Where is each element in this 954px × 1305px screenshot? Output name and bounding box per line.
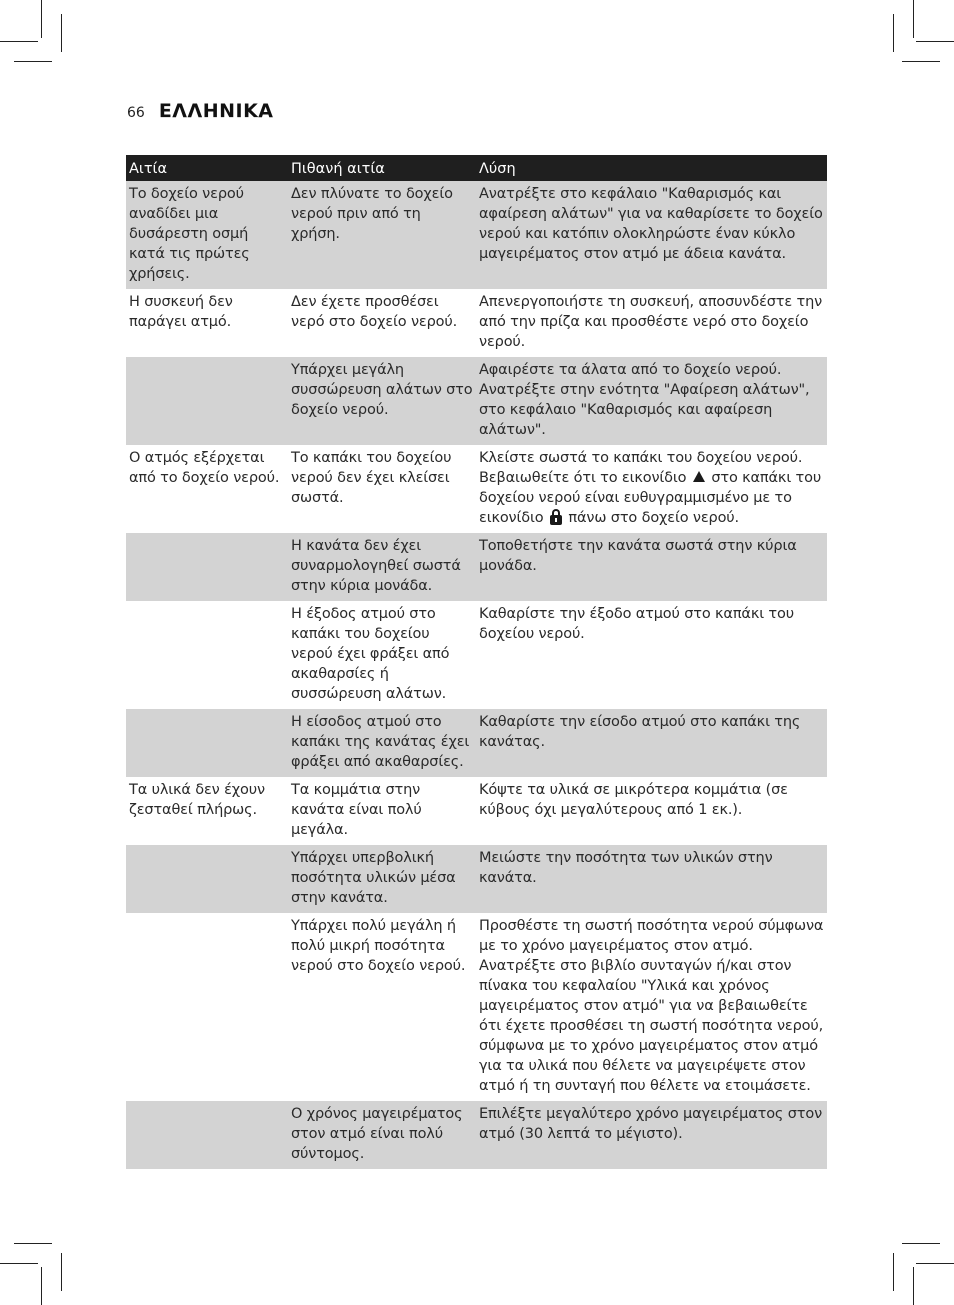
crop-mark	[14, 1243, 52, 1244]
troubleshooting-table	[126, 155, 827, 1169]
cause-cell	[126, 913, 288, 1101]
crop-mark	[0, 41, 38, 42]
crop-mark	[913, 0, 914, 38]
solution-cell: Τοποθετήστε την κανάτα σωστά στην κύρια μονάδα.	[476, 533, 827, 601]
table-row	[126, 845, 827, 913]
table-row	[126, 533, 827, 601]
solution-text: Κλείστε σωστά το καπάκι του δοχείου νερού. Βεβαιωθείτε ότι το εικονίδιο	[479, 450, 803, 486]
possible-cause-cell: Δεν έχετε προσθέσει νερό στο δοχείο νερού.	[291, 294, 458, 330]
crop-mark	[913, 1267, 914, 1305]
triangle-icon	[693, 471, 705, 482]
table-header-row	[126, 155, 827, 181]
possible-cause-cell: Η είσοδος ατμού στο καπάκι της κανάτας έχει φράξει από ακαθαρσίες.	[288, 709, 476, 777]
page-header	[127, 100, 274, 124]
crop-mark	[916, 41, 954, 42]
cause-cell	[126, 357, 288, 445]
solution-cell	[476, 445, 827, 533]
possible-cause-cell: Ο χρόνος μαγειρέματος στον ατμό είναι πολύ σύντομος.	[288, 1101, 476, 1169]
crop-mark	[916, 1263, 954, 1264]
table-row	[126, 181, 827, 289]
solution-cell: Μειώστε την ποσότητα των υλικών στην κανάτα.	[476, 845, 827, 913]
crop-mark	[41, 0, 42, 38]
crop-mark	[41, 1267, 42, 1305]
possible-cause-cell: Υπάρχει υπερβολική ποσότητα υλικών μέσα στην κανάτα.	[288, 845, 476, 913]
cause-cell	[126, 601, 288, 709]
solution-cell: Αφαιρέστε τα άλατα από το δοχείο νερού. Ανατρέξτε στην ενότητα "Αφαίρεση αλάτων", στο κεφάλαιο "Καθαρισμός και αφαίρεση αλάτων".	[476, 357, 827, 445]
possible-cause-cell: Υπάρχει μεγάλη συσσώρευση αλάτων στο δοχείο νερού.	[288, 357, 476, 445]
table-row	[126, 1101, 827, 1169]
cause-cell: Ο ατμός εξέρχεται από το δοχείο νερού.	[129, 450, 280, 486]
crop-mark	[893, 14, 894, 52]
section-title: ΕΛΛΗΝΙΚΑ	[158, 100, 274, 122]
table-row	[126, 357, 827, 445]
crop-mark	[902, 1243, 940, 1244]
crop-mark	[61, 14, 62, 52]
possible-cause-cell: Τα κομμάτια στην κανάτα είναι πολύ μεγάλα.	[291, 782, 422, 838]
solution-cell: Καθαρίστε την έξοδο ατμού στο καπάκι του δοχείου νερού.	[479, 606, 794, 642]
possible-cause-cell: Υπάρχει πολύ μεγάλη ή πολύ μικρή ποσότητα νερού στο δοχείο νερού.	[291, 918, 466, 974]
possible-cause-cell: Δεν πλύνατε το δοχείο νερού πριν από τη χρήση.	[288, 181, 476, 289]
header-solution: Λύση	[476, 155, 827, 181]
cause-cell	[126, 845, 288, 913]
cause-cell: Το δοχείο νερού αναδίδει μια δυσάρεστη οσμή κατά τις πρώτες χρήσεις.	[126, 181, 288, 289]
solution-cell: Κόψτε τα υλικά σε μικρότερα κομμάτια (σε κύβους όχι μεγαλύτερους από 1 εκ.).	[479, 782, 788, 818]
table-row	[126, 777, 827, 845]
solution-cell: Προσθέστε τη σωστή ποσότητα νερού σύμφωνα με το χρόνο μαγειρέματος στον ατμό. Ανατρέξτε στο βιβλίο συνταγών ή/και στον πίνακα του κεφαλαίου "Υλικά και χρόνος μαγειρέματος στον ατμό" για να βεβαιωθείτε ότι έχετε προσθέσει τη σωστή ποσότητα νερού, σύμφωνα με το χρόνο μαγειρέματος στον ατμό για τα υλικά που θέλετε να μαγειρέψετε στον ατμό ή τη συνταγή που θέλετε να ετοιμάσετε.	[479, 918, 824, 1094]
header-possible-cause: Πιθανή αιτία	[288, 155, 476, 181]
solution-cell: Καθαρίστε την είσοδο ατμού στο καπάκι της κανάτας.	[476, 709, 827, 777]
cause-cell: Η συσκευή δεν παράγει ατμό.	[129, 294, 233, 330]
lock-icon	[550, 509, 562, 525]
solution-text: πάνω στο δοχείο νερού.	[568, 510, 740, 526]
cause-cell	[126, 533, 288, 601]
solution-cell: Επιλέξτε μεγαλύτερο χρόνο μαγειρέματος στον ατμό (30 λεπτά το μέγιστο).	[476, 1101, 827, 1169]
crop-mark	[0, 1263, 38, 1264]
crop-mark	[893, 1253, 894, 1291]
possible-cause-cell: Η έξοδος ατμού στο καπάκι του δοχείου νερού έχει φράξει από ακαθαρσίες ή συσσώρευση αλάτων.	[291, 606, 450, 702]
possible-cause-cell: Το καπάκι του δοχείου νερού δεν έχει κλείσει σωστά.	[291, 450, 452, 506]
crop-mark	[14, 61, 52, 62]
solution-text: στο καπάκι του δοχείου νερού είναι ευθυγραμμισμένο με το εικονίδιο	[479, 470, 822, 526]
cause-cell: Τα υλικά δεν έχουν ζεσταθεί πλήρως.	[129, 782, 265, 818]
table-row	[126, 445, 827, 533]
solution-cell: Ανατρέξτε στο κεφάλαιο "Καθαρισμός και αφαίρεση αλάτων" για να καθαρίσετε το δοχείο νερού και κατόπιν ολοκληρώστε έναν κύκλο μαγειρέματος στον ατμό με άδεια κανάτα.	[476, 181, 827, 289]
possible-cause-cell: Η κανάτα δεν έχει συναρμολογηθεί σωστά στην κύρια μονάδα.	[288, 533, 476, 601]
crop-mark	[61, 1253, 62, 1291]
crop-mark	[902, 61, 940, 62]
table-row	[126, 601, 827, 709]
cause-cell	[126, 1101, 288, 1169]
table-row	[126, 709, 827, 777]
table-row	[126, 289, 827, 357]
cause-cell	[126, 709, 288, 777]
page-number: 66	[127, 105, 145, 121]
header-cause: Αιτία	[126, 155, 288, 181]
solution-cell: Απενεργοποιήστε τη συσκευή, αποσυνδέστε την από την πρίζα και προσθέστε νερό στο δοχείο νερού.	[479, 294, 823, 350]
table-row	[126, 913, 827, 1101]
